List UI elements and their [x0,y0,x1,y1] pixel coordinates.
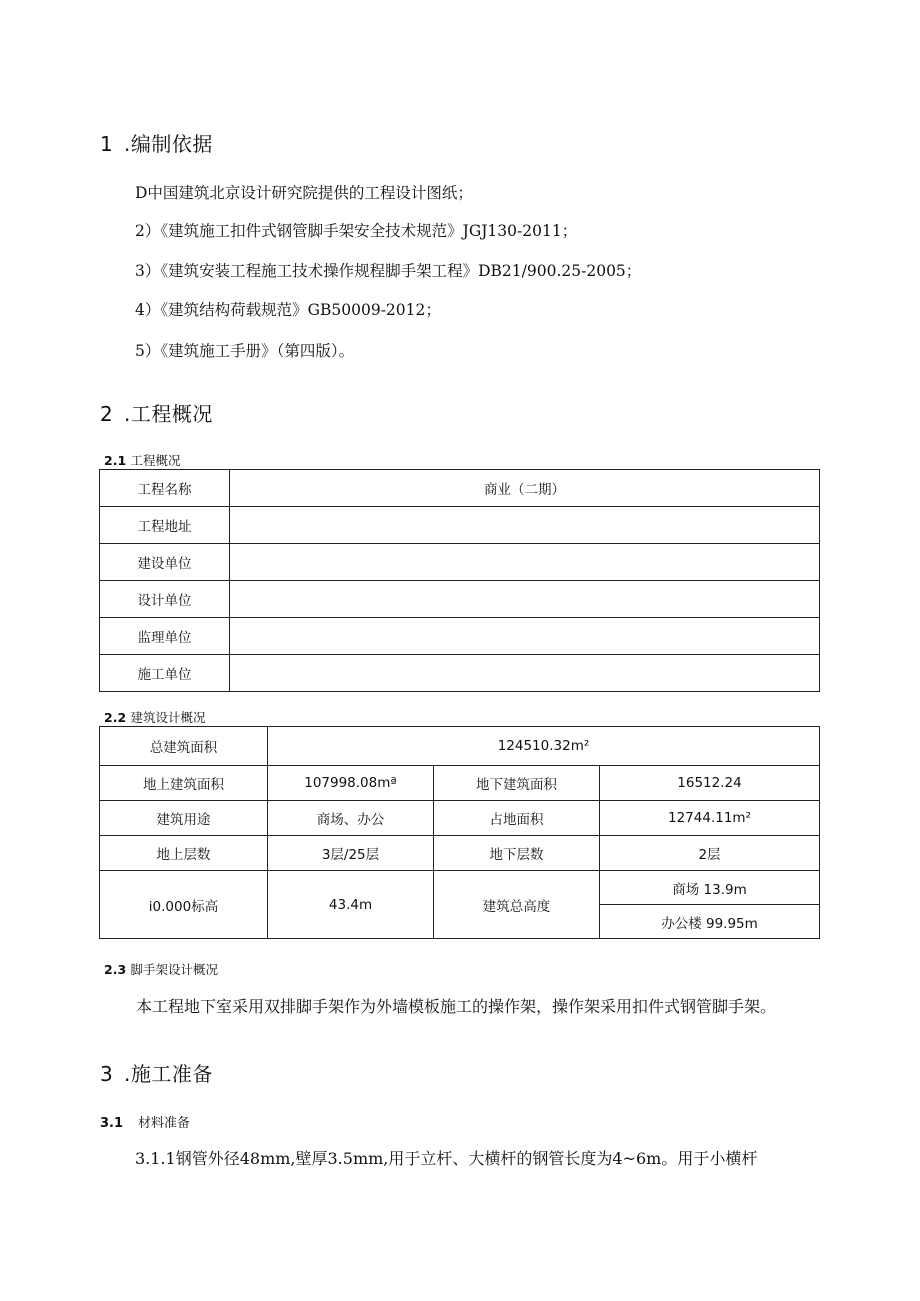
material-text: 3.1.1钢管外径48mm,壁厚3.5mm,用于立杆、大横杆的钢管长度为4~6m。用于小横杆 [135,1149,758,1168]
subsection-title: 建筑设计概况 [130,710,206,725]
row-label: 施工单位 [100,655,230,692]
section-title: .施工准备 [124,1062,213,1086]
section-number: 3 [100,1062,114,1086]
table-row [100,618,820,655]
subsection-title: 脚手架设计概况 [130,962,219,977]
floors-below-label: 地下层数 [434,836,600,871]
table-row [100,507,820,544]
basis-item-4: 4）《建筑结构荷载规范》GB50009-2012； [135,301,441,319]
total-area-label: 总建筑面积 [100,727,268,766]
floors-above-value: 3层/25层 [268,836,434,871]
subsection-number: 3.1 [100,1116,124,1131]
footprint-value: 12744.11m² [600,801,820,836]
basis-item-5: 5）《建筑施工手册》（第四版）。 [135,342,355,360]
section-2-heading [100,398,213,427]
above-area-value: 107998.08mª [268,766,434,801]
table-row [100,871,820,905]
height-label: 建筑总高度 [434,871,600,939]
basis-item-1: D中国建筑北京设计研究院提供的工程设计图纸； [135,184,473,202]
floors-above-label: 地上层数 [100,836,268,871]
row-label: 工程地址 [100,507,230,544]
subsection-2-1-heading [104,451,181,469]
subsection-number: 2.1 [104,453,127,468]
elevation-label: i0.000标高 [100,871,268,939]
subsection-2-3-heading [104,960,218,978]
section-title: .工程概况 [124,402,213,426]
use-label: 建筑用途 [100,801,268,836]
subsection-number: 2.2 [104,710,127,725]
section-title: .编制依据 [124,132,213,156]
footprint-label: 占地面积 [434,801,600,836]
row-label: 监理单位 [100,618,230,655]
subsection-title: 材料准备 [138,1116,191,1131]
section-number: 1 [100,132,114,156]
table-row [100,801,820,836]
row-value [230,581,820,618]
elevation-value: 43.4m [268,871,434,939]
below-area-value: 16512.24 [600,766,820,801]
total-area-value: 124510.32m² [268,727,820,766]
table-row [100,766,820,801]
below-area-label: 地下建筑面积 [434,766,600,801]
section-3-heading [100,1058,213,1087]
height-office: 办公楼 99.95m [600,905,820,939]
height-mall: 商场 13.9m [600,871,820,905]
subsection-title: 工程概况 [130,453,181,468]
table-row [100,544,820,581]
building-design-table [99,726,820,939]
basis-item-3: 3）《建筑安装工程施工技术操作规程脚手架工程》DB21/900.25-2005； [135,262,642,280]
use-value: 商场、办公 [268,801,434,836]
table-row [100,581,820,618]
row-label: 设计单位 [100,581,230,618]
table-row [100,836,820,871]
project-overview-table [99,469,820,692]
basis-item-2: 2）《建筑施工扣件式钢管脚手架安全技术规范》JGJ130-2011； [135,222,578,240]
subsection-number: 2.3 [104,962,127,977]
scaffold-description: 本工程地下室采用双排脚手架作为外墙模板施工的操作架，操作架采用扣件式钢管脚手架。 [136,997,777,1016]
above-area-label: 地上建筑面积 [100,766,268,801]
row-label: 建设单位 [100,544,230,581]
row-value [230,655,820,692]
row-value [230,544,820,581]
row-label: 工程名称 [100,470,230,507]
table-row [100,655,820,692]
subsection-2-2-heading [104,708,206,726]
section-number: 2 [100,402,114,426]
subsection-3-1-heading [100,1112,190,1131]
row-value [230,507,820,544]
table-row [100,470,820,507]
table-row [100,727,820,766]
section-1-heading [100,128,213,157]
row-value: 商业（二期） [230,470,820,507]
floors-below-value: 2层 [600,836,820,871]
row-value [230,618,820,655]
